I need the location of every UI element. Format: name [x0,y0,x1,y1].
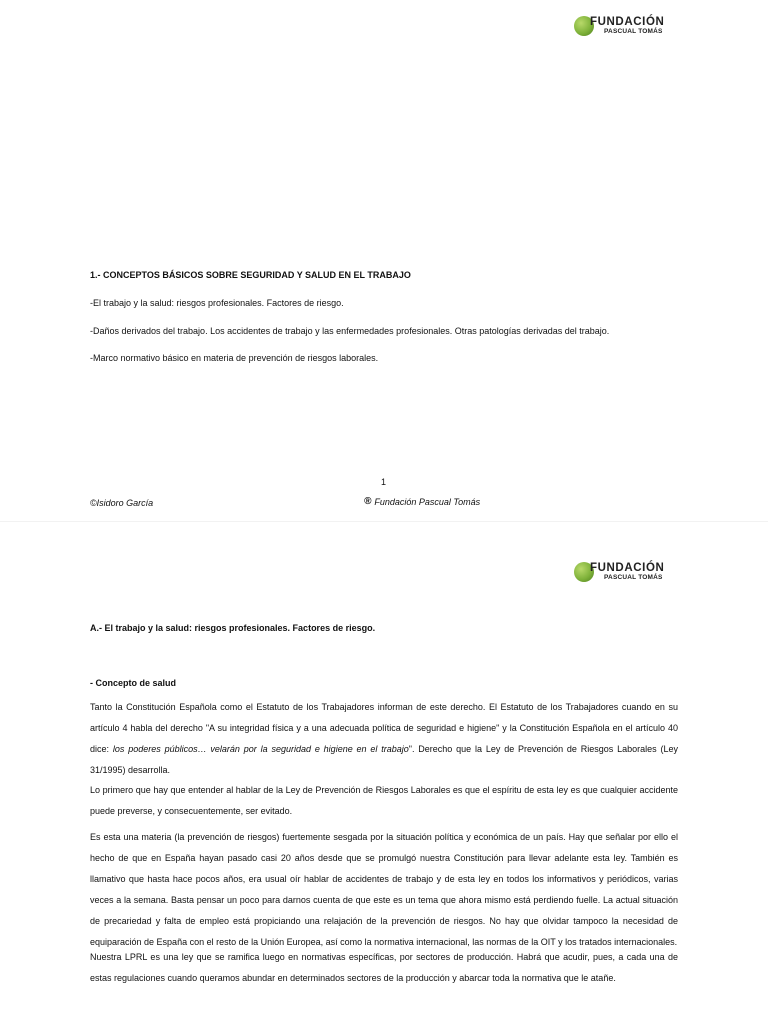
logo-line2: PASCUAL TOMÁS [604,573,663,581]
subheading-concepto-salud: - Concepto de salud [90,678,177,688]
foundation-logo-page2 [574,562,664,582]
page1-item-3: -Marco normativo básico en materia de prevención de riesgos laborales. [90,353,379,363]
footer-foundation [364,496,480,508]
registered-symbol: ® [364,496,372,507]
paragraph-1-end: ". Derecho que la Ley de Prevención de Riesgos Laborales (Ley 31/1995) desarrolla. [90,744,678,775]
logo-line1: FUNDACIÓN [590,562,665,574]
paragraph-1-start: Tanto la Constitución Española como el Estatuto de los Trabajadores informan de este derecho. El Estatuto de los Trabajadores cuando en su artículo 4 habla del derecho "A su integridad física y a una adecuada política de seguridad e higiene" y la Constitución Española en el artículo 40 dice: [90,702,678,754]
paragraph-1 [90,697,678,781]
paragraph-3: Es esta una materia (la prevención de riesgos) fuertemente sesgada por la situación política y económica de un país. Hay que señalar por ello el hecho de que en España hayan pasado casi 20 años desde que se promulgó nuestra Constitución para llevar adelante esta ley. También es llamativo que hasta hace pocos años, era usual oír hablar de accidentes de trabajo y de esta ley en todos los informativos y periódicos, varias veces a la semana. Basta pensar un poco para darnos cuenta de que este es un tema que ahora mismo está perdiendo fuelle. La actual situación de precariedad y falta de empleo está propiciando una relajación de la prevención de riesgos. No hay que olvidar tampoco la necesidad de equiparación de España con el resto de la Unión Europea, así como la normativa internacional, las normas de la OIT y los tratados internacionales. [90,832,678,947]
page-number: 1 [381,477,387,487]
footer-foundation-name: Fundación Pascual Tomás [374,497,481,507]
logo-text [590,563,664,581]
logo-line2: PASCUAL TOMÁS [604,27,663,35]
logo-line1: FUNDACIÓN [590,16,665,28]
page1-heading: 1.- CONCEPTOS BÁSICOS SOBRE SEGURIDAD Y SALUD EN EL TRABAJO [90,270,411,280]
foundation-logo [574,16,664,36]
page-divider [0,521,768,522]
page1-item-2: -Daños derivados del trabajo. Los accidentes de trabajo y las enfermedades profesionales. Otras patologías derivadas del trabajo. [90,326,610,336]
page1-item-1: -El trabajo y la salud: riesgos profesionales. Factores de riesgo. [90,298,344,308]
footer-author: ©Isidoro García [90,498,154,508]
paragraph-1-quote: los poderes públicos… velarán por la seguridad e higiene en el trabajo [112,744,409,754]
paragraph-2: Lo primero que hay que entender al hablar de la Ley de Prevención de Riesgos Laborales es que el espíritu de esta ley es que cualquier accidente puede preverse, y consecuentemente, ser evitado. [90,785,678,816]
logo-text [590,17,664,35]
paragraph-4: Nuestra LPRL es una ley que se ramifica luego en normativas específicas, por sectores de producción. Habrá que acudir, pues, a cada una de estas regulaciones cuando queramos abundar en determinados sectores de la producción y abarcar toda la normativa que le atañe. [90,952,678,983]
section-heading: A.- El trabajo y la salud: riesgos profesionales. Factores de riesgo. [90,623,376,633]
